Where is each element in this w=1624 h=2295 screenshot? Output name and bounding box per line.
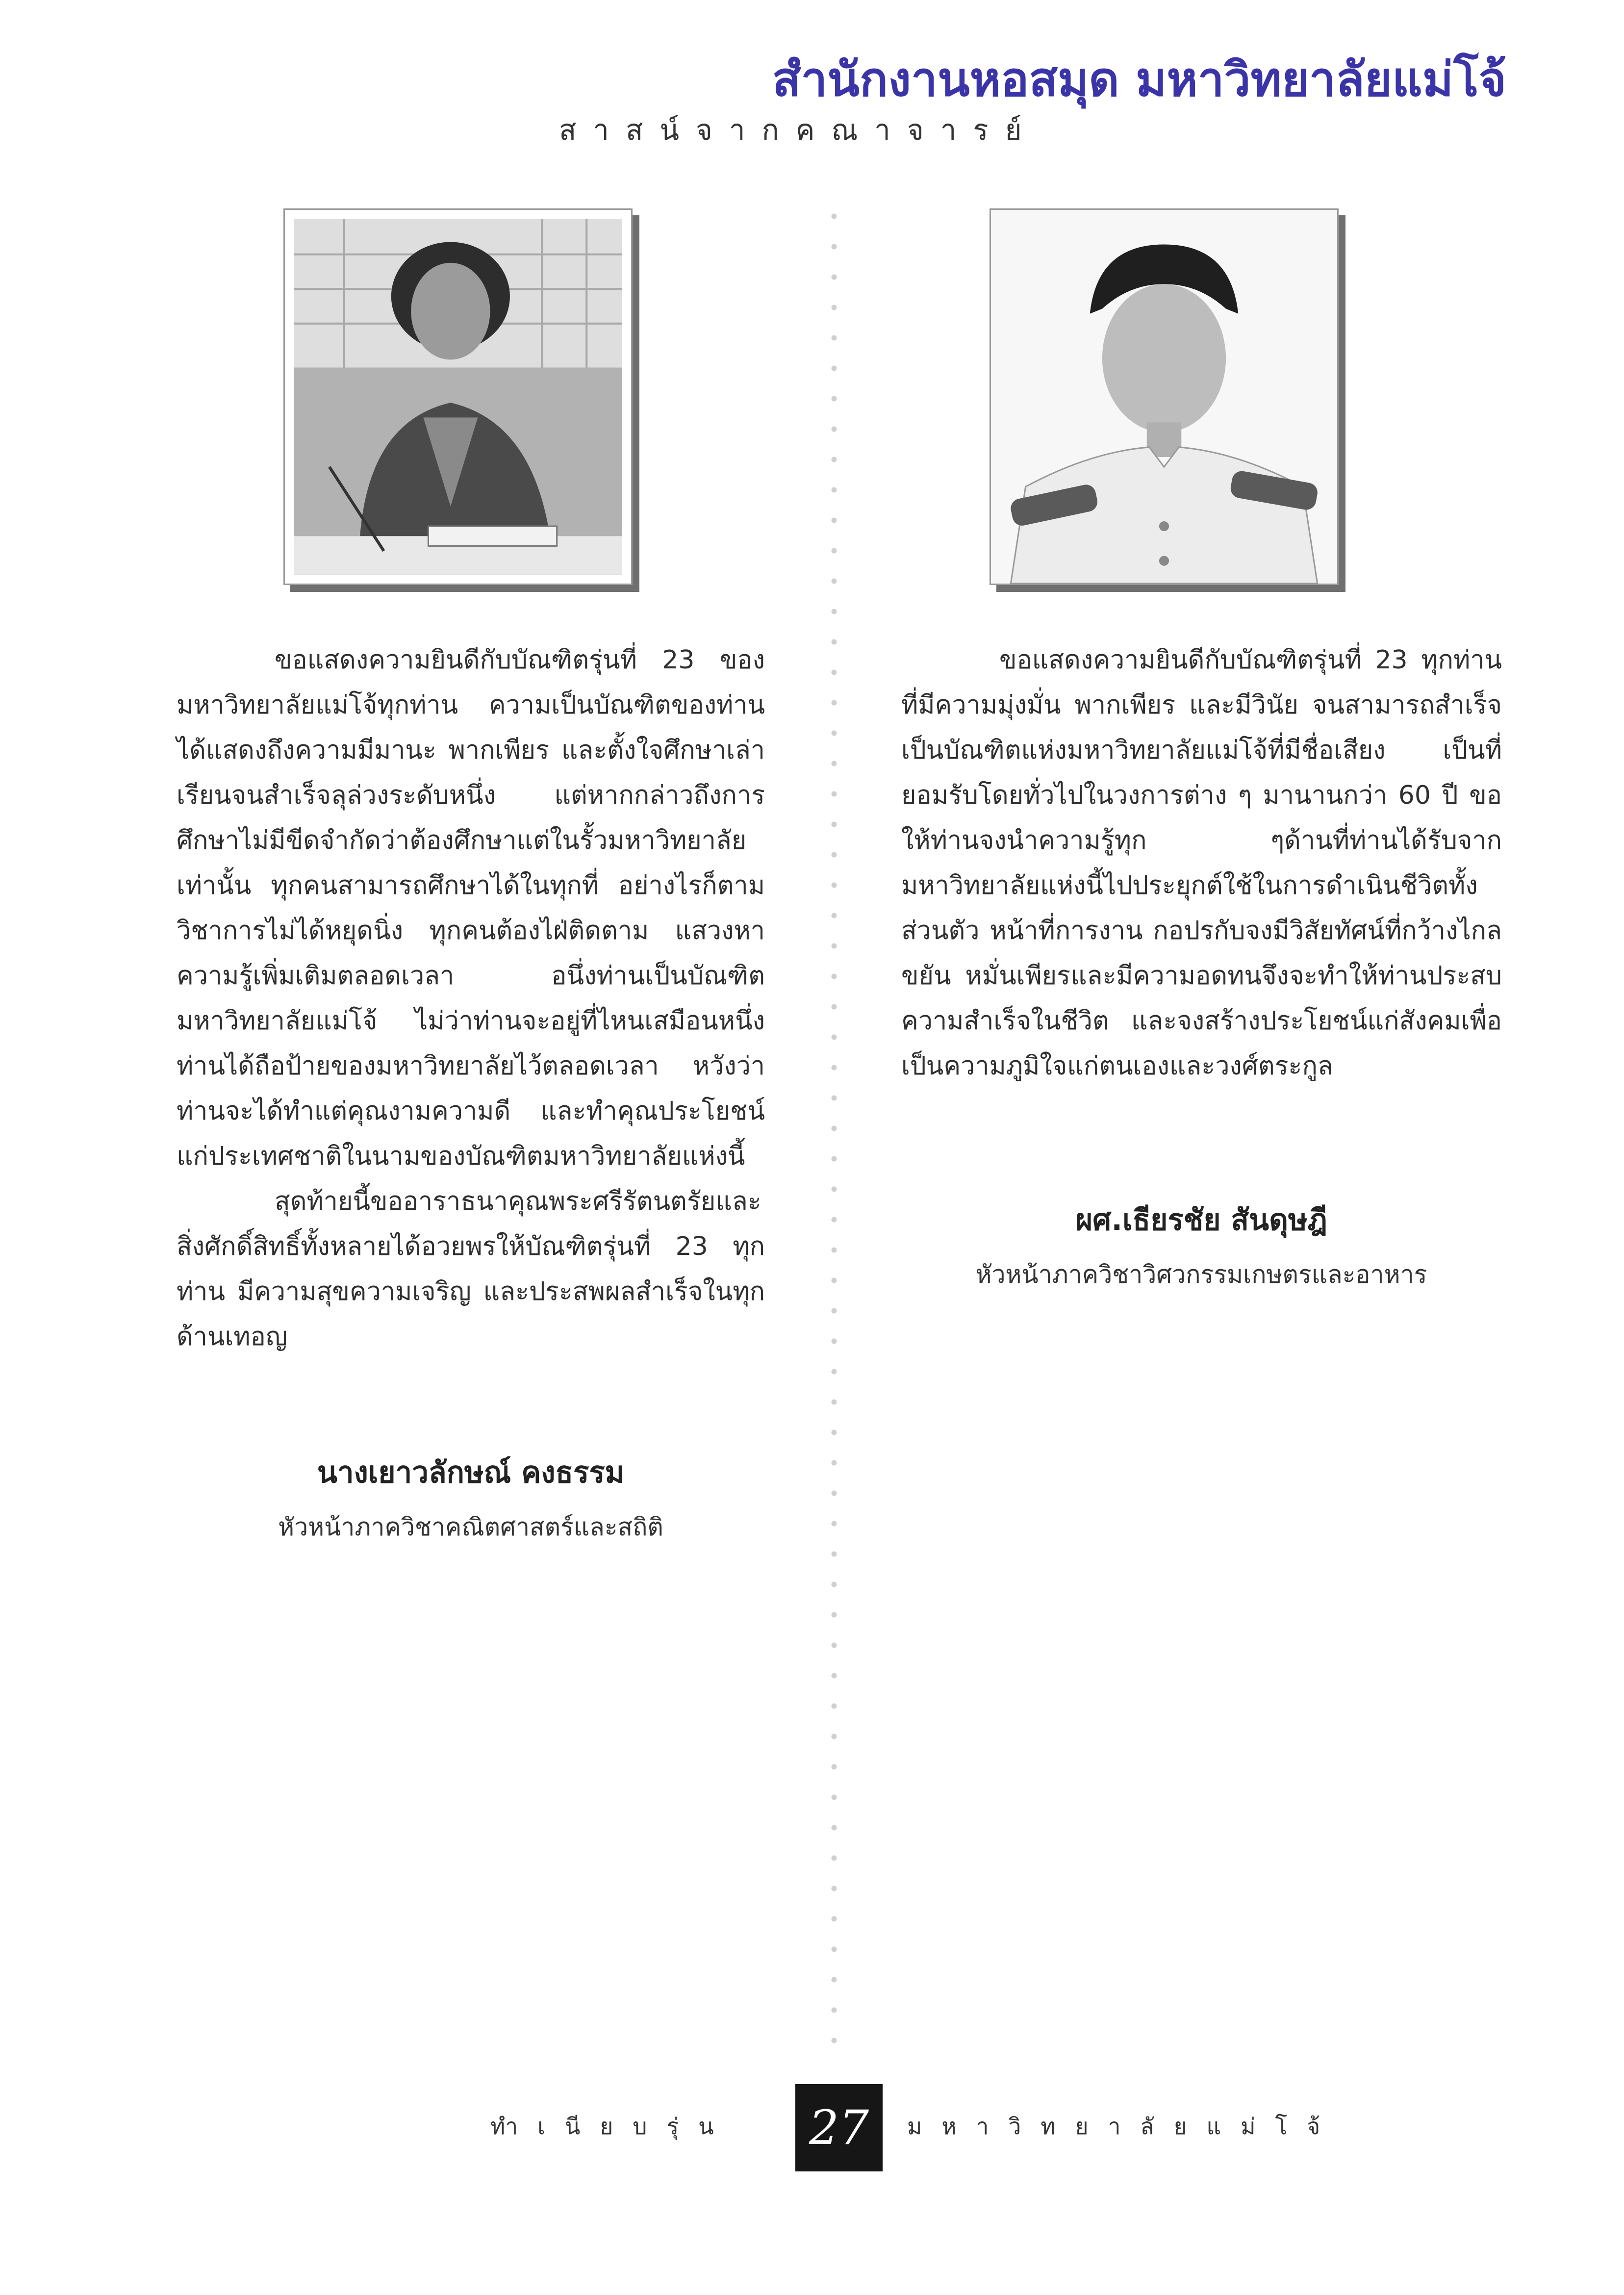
signature-title-right: หัวหน้าภาควิชาวิศวกรรมเกษตรและอาหาร [975,1260,1427,1289]
section-subtitle: สาสน์จากคณาจารย์ [559,113,1039,147]
footer-left-text: ทำเนียบรุ่น [490,2113,734,2140]
message-paragraph-1: ขอแสดงความยินดีกับบัณฑิตรุ่นที่ 23 ของมหาวิทยาลัยแม่โจ้ทุกท่าน ความเป็นบัณฑิตของท่านได้แสดงถึงความมีมานะ พากเพียร และตั้งใจศึกษาเล่าเรียนจนสำเร็จลุล่วงระดับหนึ่ง แต่หากกล่าวถึงการศึกษาไม่มีขีดจำกัดว่าต้องศึกษาแต่ในรั้วมหาวิทยาลัยเท่านั้น ทุกคนสามารถศึกษาได้ในทุกที่ อย่างไรก็ตามวิชาการไม่ได้หยุดนิ่ง ทุกคนต้องไฝ่ติดตาม แสวงหาความรู้เพิ่มเติมตลอดเวลา อนึ่งท่านเป็นบัณฑิตมหาวิทยาลัยแม่โจ้ ไม่ว่าท่านจะอยู่ที่ไหนเสมือนหนึ่งท่านได้ถือป้ายของมหาวิทยาลัยไว้ตลอดเวลา หวังว่าท่านจะได้ทำแต่คุณงามความดี และทำคุณประโยชน์แก่ประเทศชาติในนามของบัณฑิตมหาวิทยาลัยแห่งนี้ [177,645,765,1171]
message-column-left [177,638,765,1359]
portrait-woman-image [285,210,631,584]
signature-title-left: หัวหน้าภาควิชาคณิตศาสตร์และสถิติ [278,1513,663,1541]
message-paragraph-2: สุดท้ายนี้ขออาราธนาคุณพระศรีรัตนตรัยและสิ่งศักดิ์สิทธิ์ทั้งหลายได้อวยพรให้บัณฑิตรุ่นที่ 23 ทุกท่าน มีความสุขความเจริญ และประสพผลสำเร็จในทุกด้านเทอญ [177,1187,765,1352]
column-divider [831,201,837,2055]
page-number: 27 [795,2084,883,2171]
photo-right-portrait [990,208,1339,585]
portrait-man-uniform-image [991,210,1337,584]
library-header-title: สำนักงานหอสมุด มหาวิทยาลัยแม่โจ้ [772,51,1506,107]
signature-name-left: นางเยาวลักษณ์ คงธรรม [317,1455,625,1490]
message-paragraph-1: ขอแสดงความยินดีกับบัณฑิตรุ่นที่ 23 ทุกท่านที่มีความมุ่งมั่น พากเพียร และมีวินัย จนสามารถสำเร็จเป็นบัณฑิตแห่งมหาวิทยาลัยแม่โจ้ที่มีชื่อเสียง เป็นที่ยอมรับโดยทั่วไปในวงการต่าง ๆ มานานกว่า 60 ปี ขอให้ท่านจงนำความรู้ทุก ๆด้านที่ท่านได้รับจากมหาวิทยาลัยแห่งนี้ไปประยุกต์ใช้ในการดำเนินชีวิตทั้งส่วนตัว หน้าที่การงาน กอปรกับจงมีวิสัยทัศน์ที่กว้างไกล ขยัน หมั่นเพียรและมีความอดทนจึงจะทำให้ท่านประสบความสำเร็จในชีวิต และจงสร้างประโยชน์แก่สังคมเพื่อเป็นความภูมิใจแก่ตนเองและวงศ์ตระกูล [901,645,1502,1081]
message-column-right [901,638,1502,1089]
signature-name-right: ผศ.เธียรชัย สันดุษฎี [1075,1203,1327,1237]
photo-left-portrait [283,208,633,585]
footer-right-text: มหาวิทยาลัยแม่โจ้ [907,2113,1340,2140]
